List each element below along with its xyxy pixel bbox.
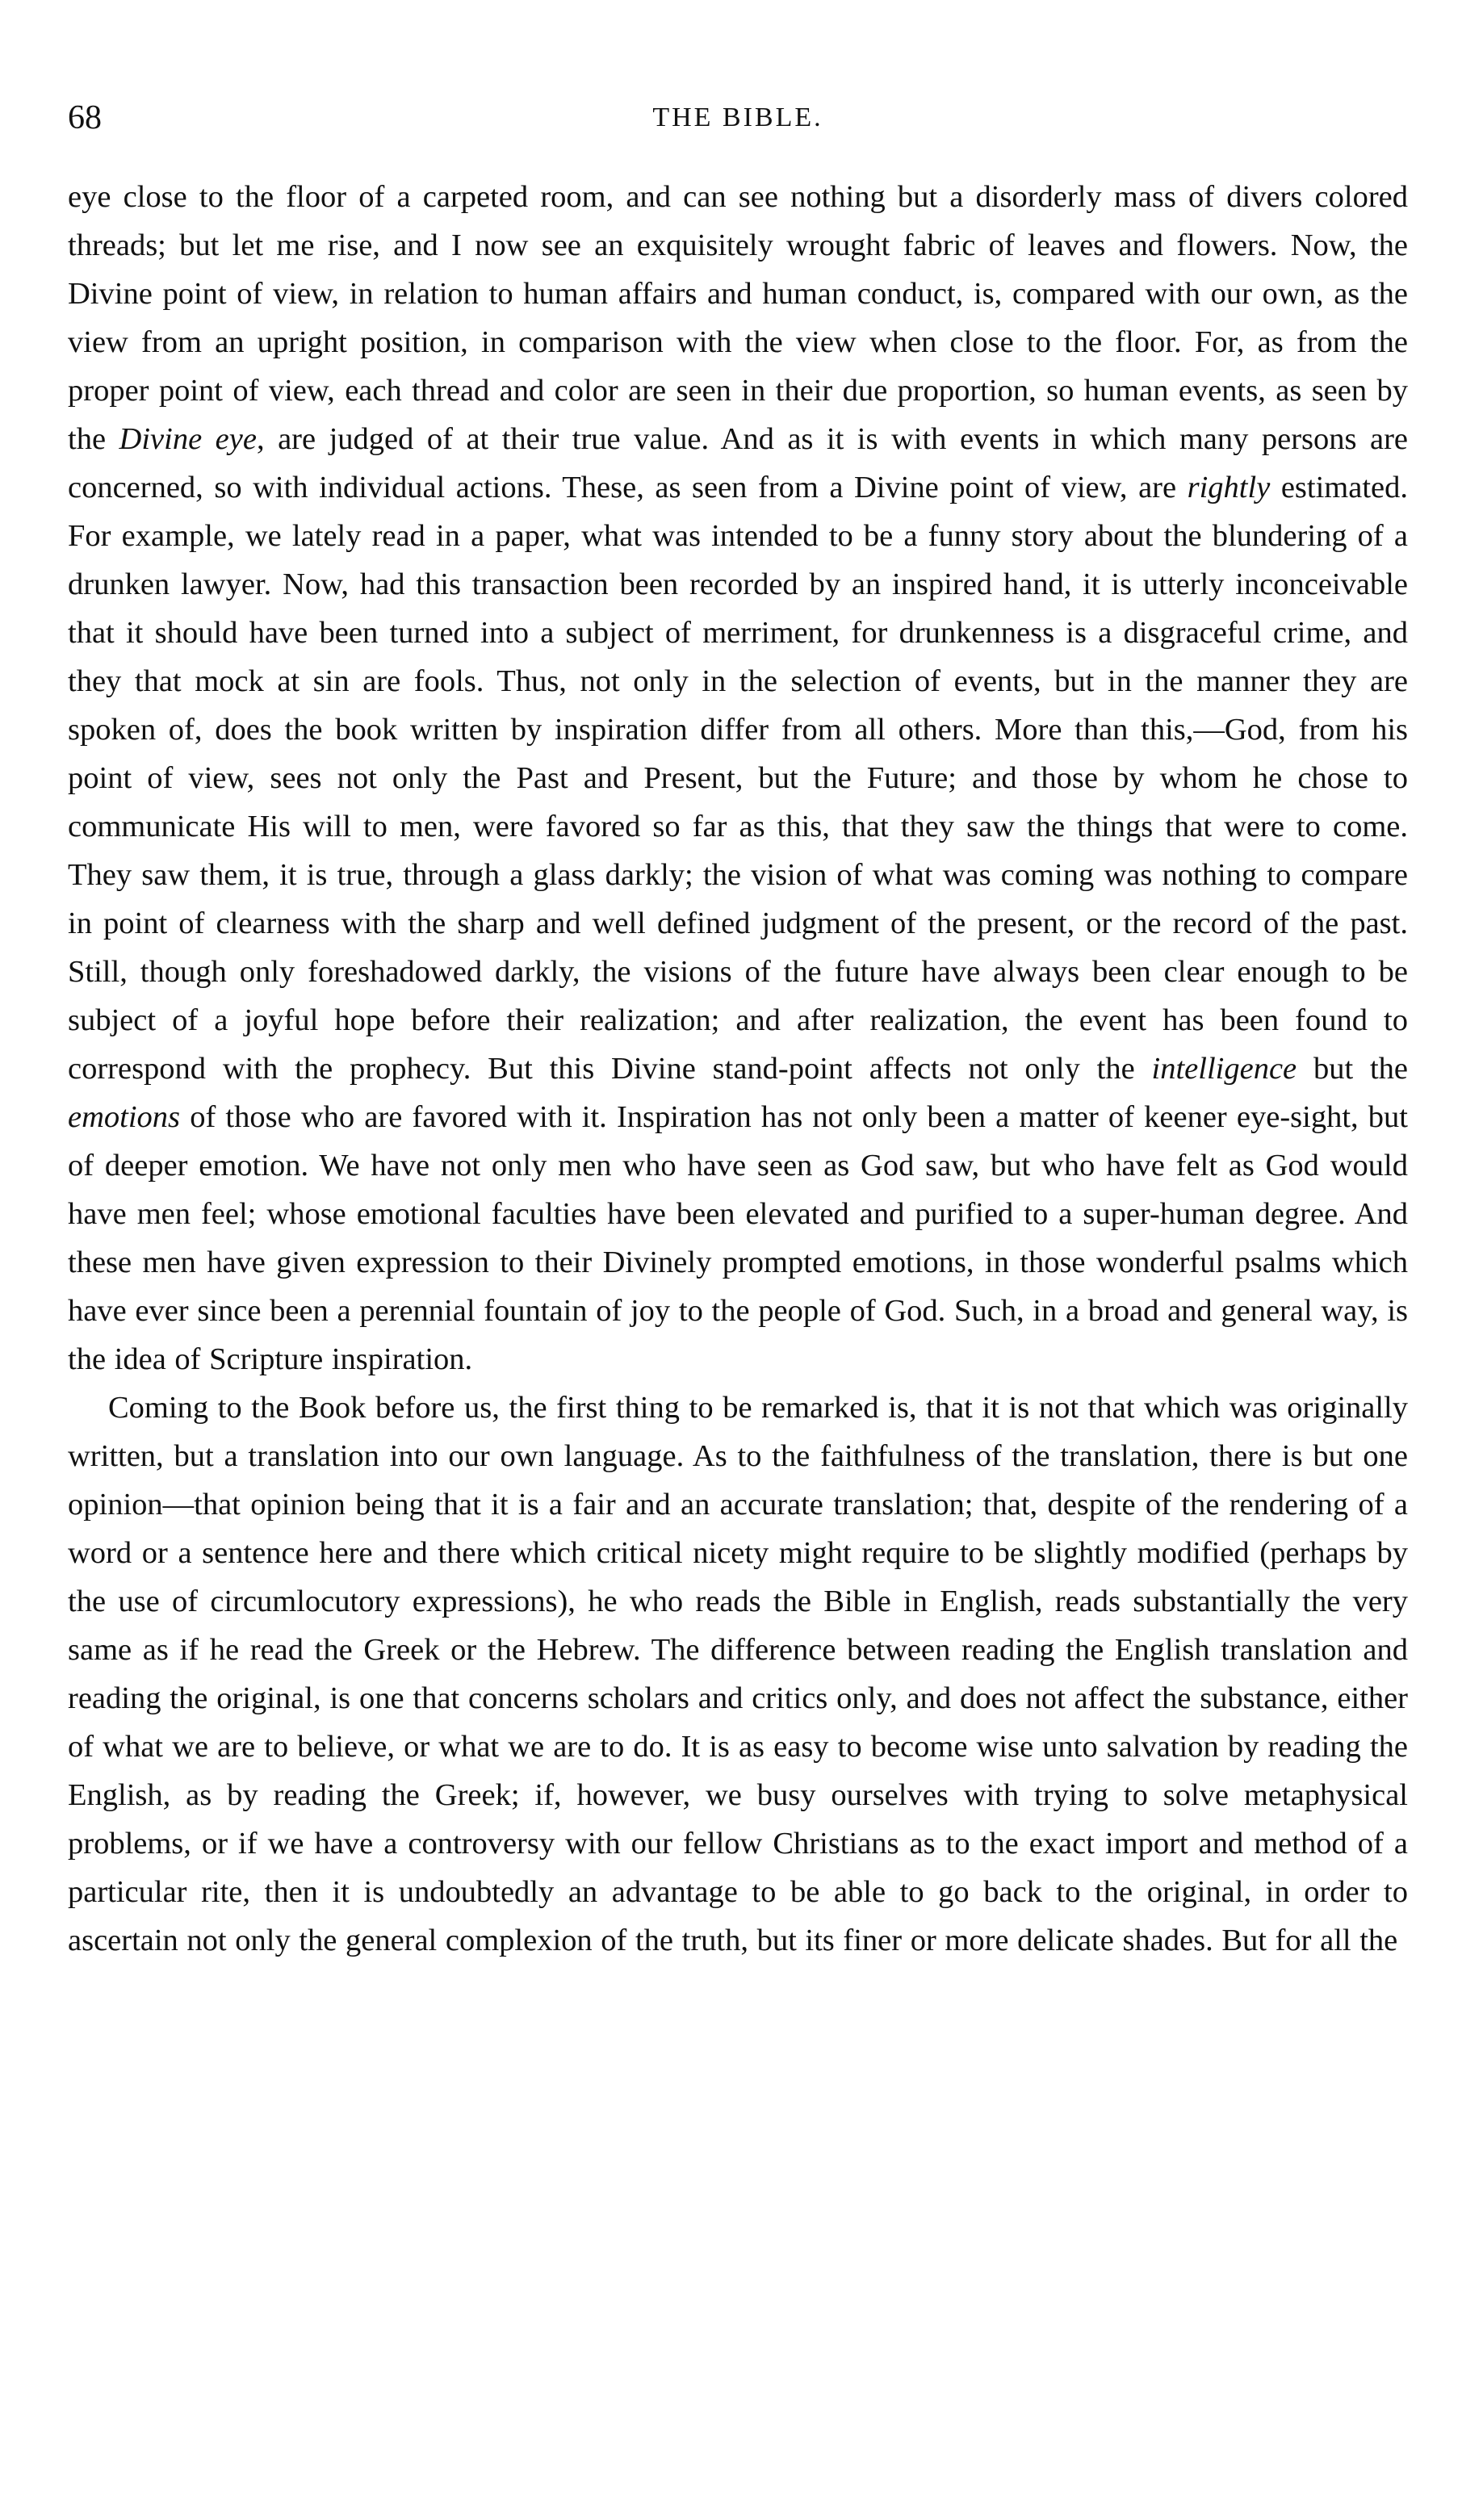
body-text: [68, 173, 1408, 1965]
italic-word-rightly: rightly: [1187, 471, 1271, 504]
italic-word-intelligence: intelligence: [1151, 1052, 1297, 1086]
paragraph-1-segment-3: , are judged of at their true value. And as it is with events in which many persons are concerned, so with individual actions. These, as seen from a Divine point of view, are: [68, 422, 1409, 504]
paragraph-2: [68, 1383, 1408, 1965]
running-head: [68, 94, 1408, 142]
paragraph-1-segment-5: estimated. For example, we lately read in a paper, what was intended to be a funny story about the blundering of a drunken lawyer. Now, had this transaction been recorded by an inspired hand, it is utterly inconceivable that it should have been turned into a subject of merriment, for drunkenness is a disgraceful crime, and they that mock at sin are fools. Thus, not only in the selection of events, but in the manner they are spoken of, does the book written by inspiration differ from all others. More than this,—God, from his point of view, sees not only the Past and Present, but the Future; and those by whom he chose to communicate His will to men, were favored so far as this, that they saw the things that were to come. They saw them, it is true, through a glass darkly; the vision of what was coming was nothing to compare in point of clearness with the sharp and well defined judgment of the present, or the record of the past. Still, though only foreshadowed darkly, the visions of the future have always been clear enough to be subject of a joyful hope before their realization; and after realization, the event has been found to correspond with the prophecy. But this Divine stand-point affects not only the: [68, 471, 1408, 1086]
paragraph-1: [68, 173, 1408, 1383]
italic-word-emotions: emotions: [68, 1100, 181, 1134]
paragraph-1-segment-1: eye close to the floor of a carpeted room, and can see nothing but a disorderly mass of divers colored threads; but let me rise, and I now see an exquisitely wrought fabric of leaves and flowers. Now, the Divine point of view, in relation to human affairs and human conduct, is, compared with our own, as the view from an upright position, in comparison with the view when close to the floor. For, as from the proper point of view, each thread and color are seen in their due proportion, so human events, as seen by the: [68, 180, 1408, 456]
paragraph-2-segment-1: Coming to the Book before us, the first thing to be remarked is, that it is not that which was originally written, but a translation into our own language. As to the faithfulness of the translation, there is but one opinion—that opinion being that it is a fair and an accurate translation; that, despite of the rendering of a word or a sentence here and there which critical nicety might require to be slightly modified (perhaps by the use of circumlocutory expressions), he who reads the Bible in English, reads substantially the very same as if he read the Greek or the Hebrew. The difference between reading the English translation and reading the original, is one that concerns scholars and critics only, and does not affect the substance, either of what we are to believe, or what we are to do. It is as easy to become wise unto salvation by reading the English, as by reading the Greek; if, however, we busy ourselves with trying to solve metaphysical problems, or if we have a controversy with our fellow Christians as to the exact import and method of a particular rite, then it is undoubtedly an advantage to be able to go back to the original, in order to ascertain not only the general complexion of the truth, but its finer or more delicate shades. But for all the: [68, 1391, 1408, 1957]
page-number: 68: [68, 99, 102, 136]
italic-phrase-divine-eye: Divine eye: [119, 422, 257, 456]
paragraph-1-segment-9: of those who are favored with it. Inspiration has not only been a matter of keener eye-sight, but of deeper emotion. We have not only men who have seen as God saw, but who have felt as God would have men feel; whose emotional faculties have been elevated and purified to a super-human degree. And these men have given expression to their Divinely prompted emotions, in those wonderful psalms which have ever since been a perennial fountain of joy to the people of God. Such, in a broad and general way, is the idea of Scripture inspiration.: [68, 1100, 1408, 1376]
paragraph-1-segment-7: but the: [1297, 1052, 1408, 1086]
running-title: THE BIBLE.: [652, 103, 823, 132]
